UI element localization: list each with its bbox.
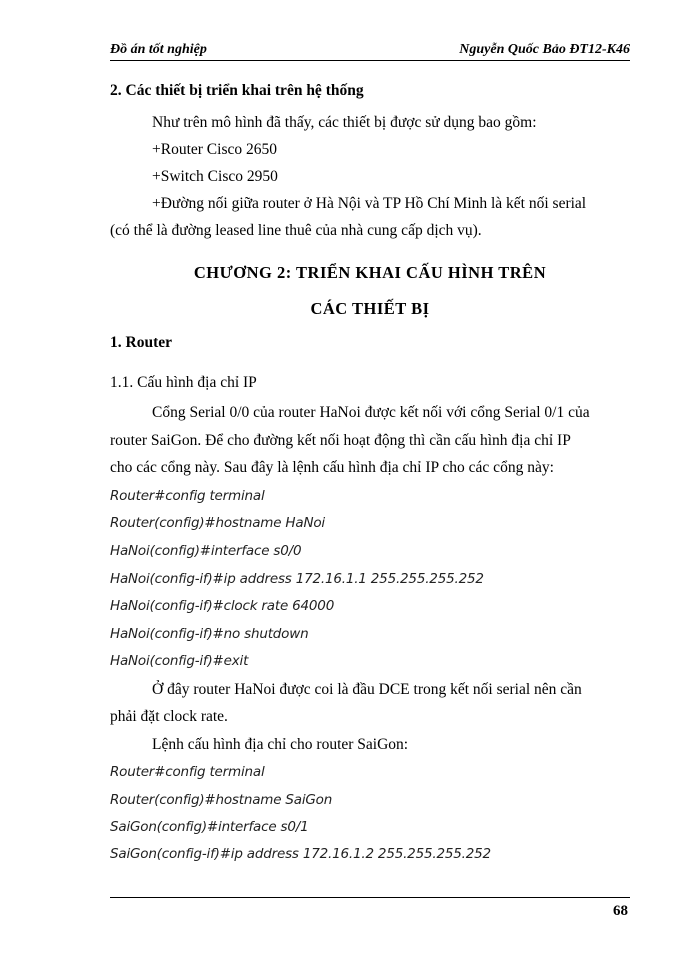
code-line: HaNoi(config-if)#clock rate 64000 bbox=[110, 598, 335, 614]
paragraph-line: Cổng Serial 0/0 của router HaNoi được kết nối với cổng Serial 0/1 của bbox=[152, 404, 590, 421]
section-heading: 2. Các thiết bị triển khai trên hệ thống bbox=[110, 82, 364, 99]
header-title: Đồ án tốt nghiệp bbox=[110, 42, 207, 57]
code-line: Router#config terminal bbox=[110, 764, 265, 780]
paragraph-line: Ở đây router HaNoi được coi là đầu DCE trong kết nối serial nên cần bbox=[152, 681, 582, 698]
paragraph-line: router SaiGon. Để cho đường kết nối hoạt động thì cần cấu hình địa chỉ IP bbox=[110, 432, 571, 449]
header-author: Nguyễn Quốc Bảo ĐT12-K46 bbox=[459, 42, 630, 57]
paragraph-line: phải đặt clock rate. bbox=[110, 708, 228, 725]
section-intro: Như trên mô hình đã thấy, các thiết bị được sử dụng bao gồm: bbox=[152, 114, 537, 131]
code-line: HaNoi(config)#interface s0/0 bbox=[110, 543, 302, 559]
list-item: +Switch Cisco 2950 bbox=[152, 168, 278, 185]
code-line: Router#config terminal bbox=[110, 488, 265, 504]
code-line: HaNoi(config-if)#no shutdown bbox=[110, 626, 309, 642]
chapter-title: CHƯƠNG 2: TRIỂN KHAI CẤU HÌNH TRÊN bbox=[193, 263, 547, 282]
code-line: SaiGon(config)#interface s0/1 bbox=[110, 819, 309, 835]
footer-rule bbox=[110, 897, 630, 898]
paragraph-line: Lệnh cấu hình địa chỉ cho router SaiGon: bbox=[152, 736, 409, 753]
page-number: 68 bbox=[613, 903, 628, 919]
ip-config-subheading: 1.1. Cấu hình địa chỉ IP bbox=[110, 374, 257, 391]
list-item: +Đường nối giữa router ở Hà Nội và TP Hồ Chí Minh là kết nối serial bbox=[152, 195, 587, 212]
router-heading: 1. Router bbox=[110, 334, 172, 351]
code-line: Router(config)#hostname HaNoi bbox=[110, 515, 325, 531]
code-line: Router(config)#hostname SaiGon bbox=[110, 792, 333, 808]
paragraph-line: cho các cổng này. Sau đây là lệnh cấu hình địa chỉ IP cho các cổng này: bbox=[110, 459, 554, 476]
code-line: SaiGon(config-if)#ip address 172.16.1.2 255.255.255.252 bbox=[110, 846, 491, 862]
chapter-title-cont: CÁC THIẾT BỊ bbox=[310, 299, 430, 318]
code-line: HaNoi(config-if)#ip address 172.16.1.1 255.255.255.252 bbox=[110, 571, 484, 587]
list-item: +Router Cisco 2650 bbox=[152, 141, 277, 158]
page-header bbox=[110, 40, 630, 61]
list-item-continuation: (có thể là đường leased line thuê của nhà cung cấp dịch vụ). bbox=[110, 222, 482, 239]
code-line: HaNoi(config-if)#exit bbox=[110, 653, 249, 669]
